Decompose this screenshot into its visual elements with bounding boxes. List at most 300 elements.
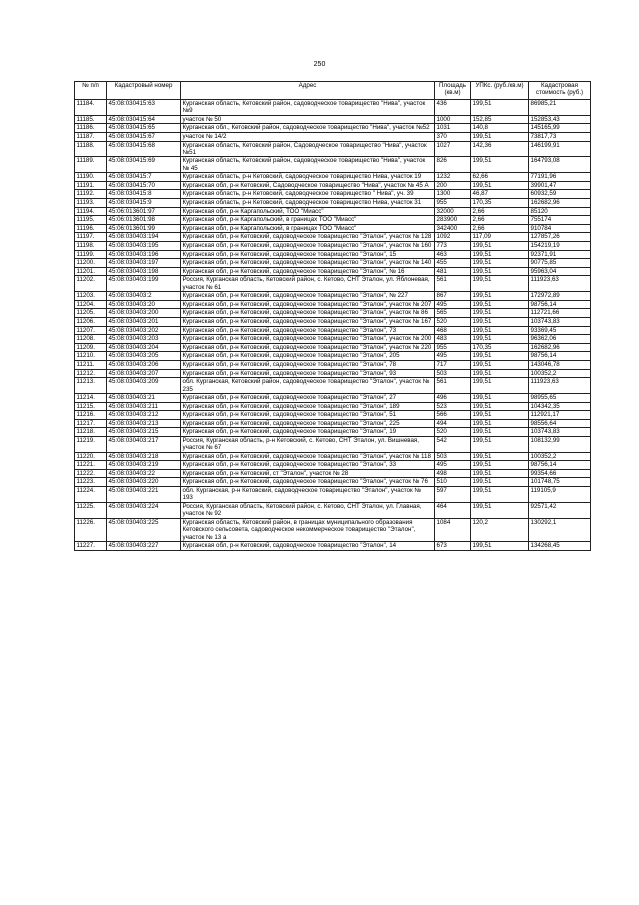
table-row: [75, 452, 591, 461]
cadastral-number: 45:08:030415:7: [107, 173, 181, 182]
cadastral-number: 45:08:030415:67: [107, 133, 181, 142]
address: Курганская обл, р-н Кетовский, садоводческое товарищество "Эталон", участок № 160: [181, 241, 435, 250]
upks: 199,51: [471, 378, 529, 394]
row-number: 11184.: [75, 100, 107, 116]
row-number: 11208.: [75, 335, 107, 344]
cadastral-value: 104342,35: [529, 402, 591, 411]
cadastral-value: 98756,14: [529, 300, 591, 309]
row-number: 11194.: [75, 207, 107, 216]
header-upks: УПКс. (руб./кв.м): [471, 82, 529, 100]
table-row: [75, 335, 591, 344]
cadastral-value: 143046,78: [529, 360, 591, 369]
upks: 199,51: [471, 335, 529, 344]
address: Курганская обл, р-н Кетовский, садоводческое товарищество "Эталон", № 227: [181, 292, 435, 301]
cadastral-value: 127857,26: [529, 233, 591, 242]
cadastral-number: 45:08:030415:64: [107, 115, 181, 124]
table-row: [75, 207, 591, 216]
row-number: 11191.: [75, 181, 107, 190]
address: Курганская обл, р-н Кетовский, садоводческое товарищество "Эталон", участок № 128: [181, 233, 435, 242]
upks: 199,51: [471, 461, 529, 470]
address: Курганская обл, р-н Кетовский, садоводческое товарищество "Эталон", 14: [181, 541, 435, 550]
cadastral-number: 45:06:013601:97: [107, 207, 181, 216]
area: 370: [435, 133, 471, 142]
address: Курганская обл, р-н Каргапольский, ТОО "Миасс": [181, 207, 435, 216]
area: 597: [435, 487, 471, 503]
address: Курганская обл, р-н Кетовский, садоводческое товарищество "Эталон", № 16: [181, 267, 435, 276]
upks: 199,51: [471, 300, 529, 309]
row-number: 11222.: [75, 469, 107, 478]
address: Курганская обл, р-н Кетовский, садоводческое товарищество "Эталон", участок № 207: [181, 300, 435, 309]
table-row: [75, 233, 591, 242]
cadastral-number: 45:08:030403:201: [107, 317, 181, 326]
table-row: [75, 157, 591, 173]
row-number: 11224.: [75, 487, 107, 503]
cadastral-value: 92371,91: [529, 250, 591, 259]
address: Курганская обл, р-н Кетовский, садоводческое товарищество "Эталон", 225: [181, 419, 435, 428]
cadastral-number: 45:08:030403:212: [107, 411, 181, 420]
table-row: [75, 300, 591, 309]
table-row: [75, 326, 591, 335]
area: 1000: [435, 115, 471, 124]
area: 1300: [435, 190, 471, 199]
cadastral-value: 172972,89: [529, 292, 591, 301]
area: 496: [435, 393, 471, 402]
cadastral-value: 98556,64: [529, 419, 591, 428]
cadastral-number: 45:08:030403:195: [107, 241, 181, 250]
row-number: 11195.: [75, 216, 107, 225]
area: 1092: [435, 233, 471, 242]
upks: 199,51: [471, 487, 529, 503]
cadastral-number: 45:08:030403:206: [107, 360, 181, 369]
cadastral-number: 45:08:030403:198: [107, 267, 181, 276]
upks: 199,51: [471, 352, 529, 361]
table-row: [75, 124, 591, 133]
upks: 199,51: [471, 241, 529, 250]
cadastral-number: 45:08:030403:2: [107, 292, 181, 301]
area: 1027: [435, 141, 471, 157]
cadastral-value: 101748,75: [529, 478, 591, 487]
cadastral-number: 45:08:030403:199: [107, 276, 181, 292]
cadastral-value: 86985,21: [529, 100, 591, 116]
cadastral-number: 45:08:030403:22: [107, 469, 181, 478]
row-number: 11189.: [75, 157, 107, 173]
row-number: 11221.: [75, 461, 107, 470]
address: Курганская область, Кетовский район, в границах муниципального образования Кетовского сельсовета, садоводческое некоммерческое товарищество "Эталон", участок № 13 а: [181, 518, 435, 541]
row-number: 11226.: [75, 518, 107, 541]
area: 955: [435, 343, 471, 352]
upks: 199,51: [471, 100, 529, 116]
row-number: 11203.: [75, 292, 107, 301]
cadastral-value: 910784: [529, 224, 591, 233]
cadastral-number: 45:08:030415:68: [107, 141, 181, 157]
upks: 152,85: [471, 115, 529, 124]
cadastral-number: 45:08:030403:217: [107, 436, 181, 452]
table-header-row: [75, 82, 591, 100]
area: 455: [435, 259, 471, 268]
cadastral-number: 45:08:030415:9: [107, 199, 181, 208]
address: обл. Курганская, Кетовский район, садоводческое товарищество "Эталон", участок № 235: [181, 378, 435, 394]
row-number: 11198.: [75, 241, 107, 250]
cadastral-number: 45:08:030403:220: [107, 478, 181, 487]
row-number: 11192.: [75, 190, 107, 199]
cadastral-table: [74, 81, 591, 551]
upks: 2,66: [471, 216, 529, 225]
upks: 2,66: [471, 207, 529, 216]
upks: 199,51: [471, 317, 529, 326]
cadastral-number: 45:08:030415:63: [107, 100, 181, 116]
cadastral-number: 45:08:030403:213: [107, 419, 181, 428]
address: Курганская область, Кетовский район, садоводческое товарищество "Нива", участок №9: [181, 100, 435, 116]
area: 520: [435, 317, 471, 326]
address: Курганская обл, р-н Кетовский, садоводческое товарищество "Эталон", 33: [181, 461, 435, 470]
cadastral-value: 103743,83: [529, 317, 591, 326]
address: Курганская область, р-н Кетовский, садоводческое товарищество " Нива", уч. 39: [181, 190, 435, 199]
table-row: [75, 224, 591, 233]
cadastral-number: 45:08:030403:209: [107, 378, 181, 394]
upks: 199,51: [471, 157, 529, 173]
cadastral-value: 755174: [529, 216, 591, 225]
area: 542: [435, 436, 471, 452]
cadastral-number: 45:06:013601:99: [107, 224, 181, 233]
upks: 199,51: [471, 502, 529, 518]
table-row: [75, 411, 591, 420]
cadastral-number: 45:08:030403:205: [107, 352, 181, 361]
cadastral-number: 45:08:030415:8: [107, 190, 181, 199]
row-number: 11212.: [75, 369, 107, 378]
cadastral-value: 95963,04: [529, 267, 591, 276]
row-number: 11190.: [75, 173, 107, 182]
area: 1084: [435, 518, 471, 541]
upks: 199,51: [471, 309, 529, 318]
row-number: 11193.: [75, 199, 107, 208]
cadastral-number: 45:08:030403:196: [107, 250, 181, 259]
cadastral-number: 45:06:013601:98: [107, 216, 181, 225]
row-number: 11187.: [75, 133, 107, 142]
address: Курганская обл, р-н Кетовский, садоводческое товарищество "Эталон", 205: [181, 352, 435, 361]
row-number: 11197.: [75, 233, 107, 242]
table-row: [75, 309, 591, 318]
row-number: 11186.: [75, 124, 107, 133]
table-row: [75, 100, 591, 116]
cadastral-number: 45:08:030403:200: [107, 309, 181, 318]
upks: 199,51: [471, 250, 529, 259]
upks: 199,51: [471, 393, 529, 402]
upks: 199,51: [471, 369, 529, 378]
table-row: [75, 115, 591, 124]
upks: 199,51: [471, 419, 529, 428]
address: Курганская обл, р-н Кетовский, садоводческое товарищество "Эталон", 51: [181, 411, 435, 420]
upks: 199,51: [471, 276, 529, 292]
area: 523: [435, 402, 471, 411]
cadastral-value: 100352,2: [529, 452, 591, 461]
cadastral-number: 45:08:030415:65: [107, 124, 181, 133]
area: 342400: [435, 224, 471, 233]
row-number: 11220.: [75, 452, 107, 461]
row-number: 11207.: [75, 326, 107, 335]
header-area: Площадь (кв.м): [435, 82, 471, 100]
row-number: 11209.: [75, 343, 107, 352]
row-number: 11219.: [75, 436, 107, 452]
row-number: 11216.: [75, 411, 107, 420]
upks: 199,51: [471, 541, 529, 550]
row-number: 11196.: [75, 224, 107, 233]
table-row: [75, 428, 591, 437]
area: 495: [435, 461, 471, 470]
table-row: [75, 216, 591, 225]
upks: 199,51: [471, 181, 529, 190]
upks: 199,51: [471, 469, 529, 478]
cadastral-value: 73817,73: [529, 133, 591, 142]
cadastral-value: 99354,66: [529, 469, 591, 478]
cadastral-value: 134268,45: [529, 541, 591, 550]
upks: 199,51: [471, 360, 529, 369]
row-number: 11199.: [75, 250, 107, 259]
cadastral-value: 164793,08: [529, 157, 591, 173]
address: Курганская область, Кетовский район, Садоводческое товарищество "Нива", участок №51: [181, 141, 435, 157]
table-row: [75, 267, 591, 276]
table-row: [75, 378, 591, 394]
address: Россия, Курганская область, р-н Кетовский, с. Кетово, СНТ Эталон, ул. Вишневая, участок № 67: [181, 436, 435, 452]
area: 1232: [435, 173, 471, 182]
address: Курганская обл, р-н Кетовский, садоводческое товарищество "Эталон", 93: [181, 369, 435, 378]
area: 503: [435, 452, 471, 461]
upks: 170,35: [471, 343, 529, 352]
cadastral-value: 112921,17: [529, 411, 591, 420]
area: 495: [435, 300, 471, 309]
cadastral-value: 90775,85: [529, 259, 591, 268]
row-number: 11188.: [75, 141, 107, 157]
area: 481: [435, 267, 471, 276]
address: Курганская область, Кетовский район, садоводческое товарищество "Нива", участок № 45: [181, 157, 435, 173]
upks: 199,51: [471, 402, 529, 411]
area: 200: [435, 181, 471, 190]
cadastral-value: 119105,9: [529, 487, 591, 503]
cadastral-number: 45:08:030403:202: [107, 326, 181, 335]
row-number: 11200.: [75, 259, 107, 268]
cadastral-number: 45:08:030403:194: [107, 233, 181, 242]
area: 503: [435, 369, 471, 378]
table-row: [75, 352, 591, 361]
address: Курганская обл, р-н Кетовский, садоводческое товарищество "Эталон", участок № 220: [181, 343, 435, 352]
area: 566: [435, 411, 471, 420]
area: 464: [435, 502, 471, 518]
table-row: [75, 402, 591, 411]
cadastral-value: 112721,66: [529, 309, 591, 318]
area: 498: [435, 469, 471, 478]
cadastral-value: 60932,59: [529, 190, 591, 199]
address: Курганская область, р-н Кетовский, садоводческое товарищество Нива, участок 31: [181, 199, 435, 208]
upks: 199,51: [471, 326, 529, 335]
upks: 199,51: [471, 411, 529, 420]
cadastral-number: 45:08:030403:227: [107, 541, 181, 550]
upks: 199,51: [471, 478, 529, 487]
upks: 199,51: [471, 133, 529, 142]
area: 826: [435, 157, 471, 173]
cadastral-number: 45:08:030403:215: [107, 428, 181, 437]
row-number: 11211.: [75, 360, 107, 369]
header-cadastral-value: Кадастровая стоимость (руб.): [529, 82, 591, 100]
table-row: [75, 419, 591, 428]
address: Курганская обл, р-н Кетовский, садоводческое товарищество "Эталон", участок № 86: [181, 309, 435, 318]
table-row: [75, 436, 591, 452]
cadastral-value: 145165,99: [529, 124, 591, 133]
area: 520: [435, 428, 471, 437]
row-number: 11213.: [75, 378, 107, 394]
area: 717: [435, 360, 471, 369]
address: Курганская обл, р-н Кетовский, садоводческое товарищество "Эталон", участок № 200: [181, 335, 435, 344]
cadastral-number: 45:08:030403:204: [107, 343, 181, 352]
cadastral-value: 146199,91: [529, 141, 591, 157]
cadastral-value: 130292,1: [529, 518, 591, 541]
cadastral-value: 93369,45: [529, 326, 591, 335]
address: обл. Курганская, р-н Кетовский, садоводческое товарищество "Эталон", участок № 193: [181, 487, 435, 503]
table-row: [75, 133, 591, 142]
cadastral-value: 92571,42: [529, 502, 591, 518]
cadastral-number: 45:08:030403:211: [107, 402, 181, 411]
cadastral-value: 98955,65: [529, 393, 591, 402]
upks: 46,87: [471, 190, 529, 199]
upks: 199,51: [471, 259, 529, 268]
address: Курганская обл., Кетовский район, садоводческое товарищество "Нива", участок №52: [181, 124, 435, 133]
cadastral-number: 45:08:030403:221: [107, 487, 181, 503]
row-number: 11227.: [75, 541, 107, 550]
row-number: 11215.: [75, 402, 107, 411]
cadastral-value: 111923,63: [529, 276, 591, 292]
row-number: 11205.: [75, 309, 107, 318]
table-row: [75, 250, 591, 259]
cadastral-number: 45:08:030415:70: [107, 181, 181, 190]
row-number: 11202.: [75, 276, 107, 292]
cadastral-value: 98756,14: [529, 461, 591, 470]
table-row: [75, 369, 591, 378]
cadastral-value: 162682,96: [529, 343, 591, 352]
row-number: 11217.: [75, 419, 107, 428]
table-row: [75, 141, 591, 157]
address: Курганская область, р-н Кетовский, садоводческое товарищество Нива, участок 19: [181, 173, 435, 182]
table-row: [75, 360, 591, 369]
cadastral-number: 45:08:030403:21: [107, 393, 181, 402]
address: Курганская обл, р-н Каргапольский, в границах ТОО "Миасс": [181, 216, 435, 225]
table-row: [75, 393, 591, 402]
address: Курганская обл, р-н Кетовский, садоводческое товарищество "Эталон", 189: [181, 402, 435, 411]
cadastral-number: 45:08:030415:69: [107, 157, 181, 173]
header-address: Адрес: [181, 82, 435, 100]
address: Курганская обл, р-н Кетовский, садоводческое товарищество "Эталон", участок № 167: [181, 317, 435, 326]
upks: 199,51: [471, 292, 529, 301]
table-row: [75, 190, 591, 199]
page-number: 250: [313, 61, 326, 68]
row-number: 11210.: [75, 352, 107, 361]
table-row: [75, 259, 591, 268]
area: 561: [435, 378, 471, 394]
table-row: [75, 487, 591, 503]
table-row: [75, 469, 591, 478]
row-number: 11185.: [75, 115, 107, 124]
area: 468: [435, 326, 471, 335]
area: 510: [435, 478, 471, 487]
cadastral-value: 39901,47: [529, 181, 591, 190]
upks: 199,51: [471, 428, 529, 437]
upks: 199,51: [471, 436, 529, 452]
cadastral-number: 45:08:030403:203: [107, 335, 181, 344]
table-row: [75, 343, 591, 352]
cadastral-value: 103743,83: [529, 428, 591, 437]
cadastral-value: 152853,43: [529, 115, 591, 124]
table-row: [75, 518, 591, 541]
table-row: [75, 199, 591, 208]
upks: 199,51: [471, 267, 529, 276]
area: 561: [435, 276, 471, 292]
table-row: [75, 461, 591, 470]
cadastral-number: 45:08:030403:207: [107, 369, 181, 378]
address: участок № 14/2: [181, 133, 435, 142]
address: Россия, Курганская область, Кетовский район, с. Кетово, СНТ Эталон, ул. Яблоневая, участок № 61: [181, 276, 435, 292]
cadastral-number: 45:08:030403:20: [107, 300, 181, 309]
area: 436: [435, 100, 471, 116]
table-row: [75, 181, 591, 190]
cadastral-number: 45:08:030403:218: [107, 452, 181, 461]
header-cadastral-number: Кадастровый номер: [107, 82, 181, 100]
address: Россия, Курганская область, Кетовский район, с. Кетово, СНТ Эталон, ул. Главная, участок № 92: [181, 502, 435, 518]
upks: 140,8: [471, 124, 529, 133]
address: Курганская обл, р-н Каргапольский, в границах ТОО "Миасс": [181, 224, 435, 233]
address: участок № 50: [181, 115, 435, 124]
area: 495: [435, 352, 471, 361]
area: 1031: [435, 124, 471, 133]
table-row: [75, 173, 591, 182]
upks: 2,66: [471, 224, 529, 233]
cadastral-value: 111923,63: [529, 378, 591, 394]
upks: 62,66: [471, 173, 529, 182]
table-row: [75, 541, 591, 550]
upks: 142,36: [471, 141, 529, 157]
table-row: [75, 241, 591, 250]
upks: 117,09: [471, 233, 529, 242]
table-body: [75, 100, 591, 551]
area: 283900: [435, 216, 471, 225]
cadastral-value: 77191,96: [529, 173, 591, 182]
cadastral-number: 45:08:030403:225: [107, 518, 181, 541]
table-row: [75, 276, 591, 292]
address: Курганская обл, р-н Кетовский, садоводческое товарищество "Эталон", участок № 118: [181, 452, 435, 461]
address: Курганская обл, р-н Кетовский, садоводческое товарищество "Эталон", участок № 140: [181, 259, 435, 268]
upks: 120,2: [471, 518, 529, 541]
cadastral-value: 108132,99: [529, 436, 591, 452]
area: 463: [435, 250, 471, 259]
cadastral-value: 154219,19: [529, 241, 591, 250]
address: Курганская обл, р-н Кетовский, садоводческое товарищество "Эталон", 27: [181, 393, 435, 402]
row-number: 11206.: [75, 317, 107, 326]
address: Курганская обл, р-н Кетовский, ст "Эталон", участок № 28: [181, 469, 435, 478]
cadastral-number: 45:08:030403:219: [107, 461, 181, 470]
upks: 199,51: [471, 452, 529, 461]
area: 483: [435, 335, 471, 344]
area: 867: [435, 292, 471, 301]
cadastral-number: 45:08:030403:197: [107, 259, 181, 268]
table-row: [75, 292, 591, 301]
header-number: № п/п: [75, 82, 107, 100]
table-row: [75, 502, 591, 518]
cadastral-value: 85120: [529, 207, 591, 216]
row-number: 11225.: [75, 502, 107, 518]
address: Курганская обл, р-н Кетовский, садоводческое товарищество "Эталон", 19: [181, 428, 435, 437]
area: 32000: [435, 207, 471, 216]
area: 565: [435, 309, 471, 318]
cadastral-value: 100352,2: [529, 369, 591, 378]
area: 494: [435, 419, 471, 428]
row-number: 11201.: [75, 267, 107, 276]
table-row: [75, 317, 591, 326]
